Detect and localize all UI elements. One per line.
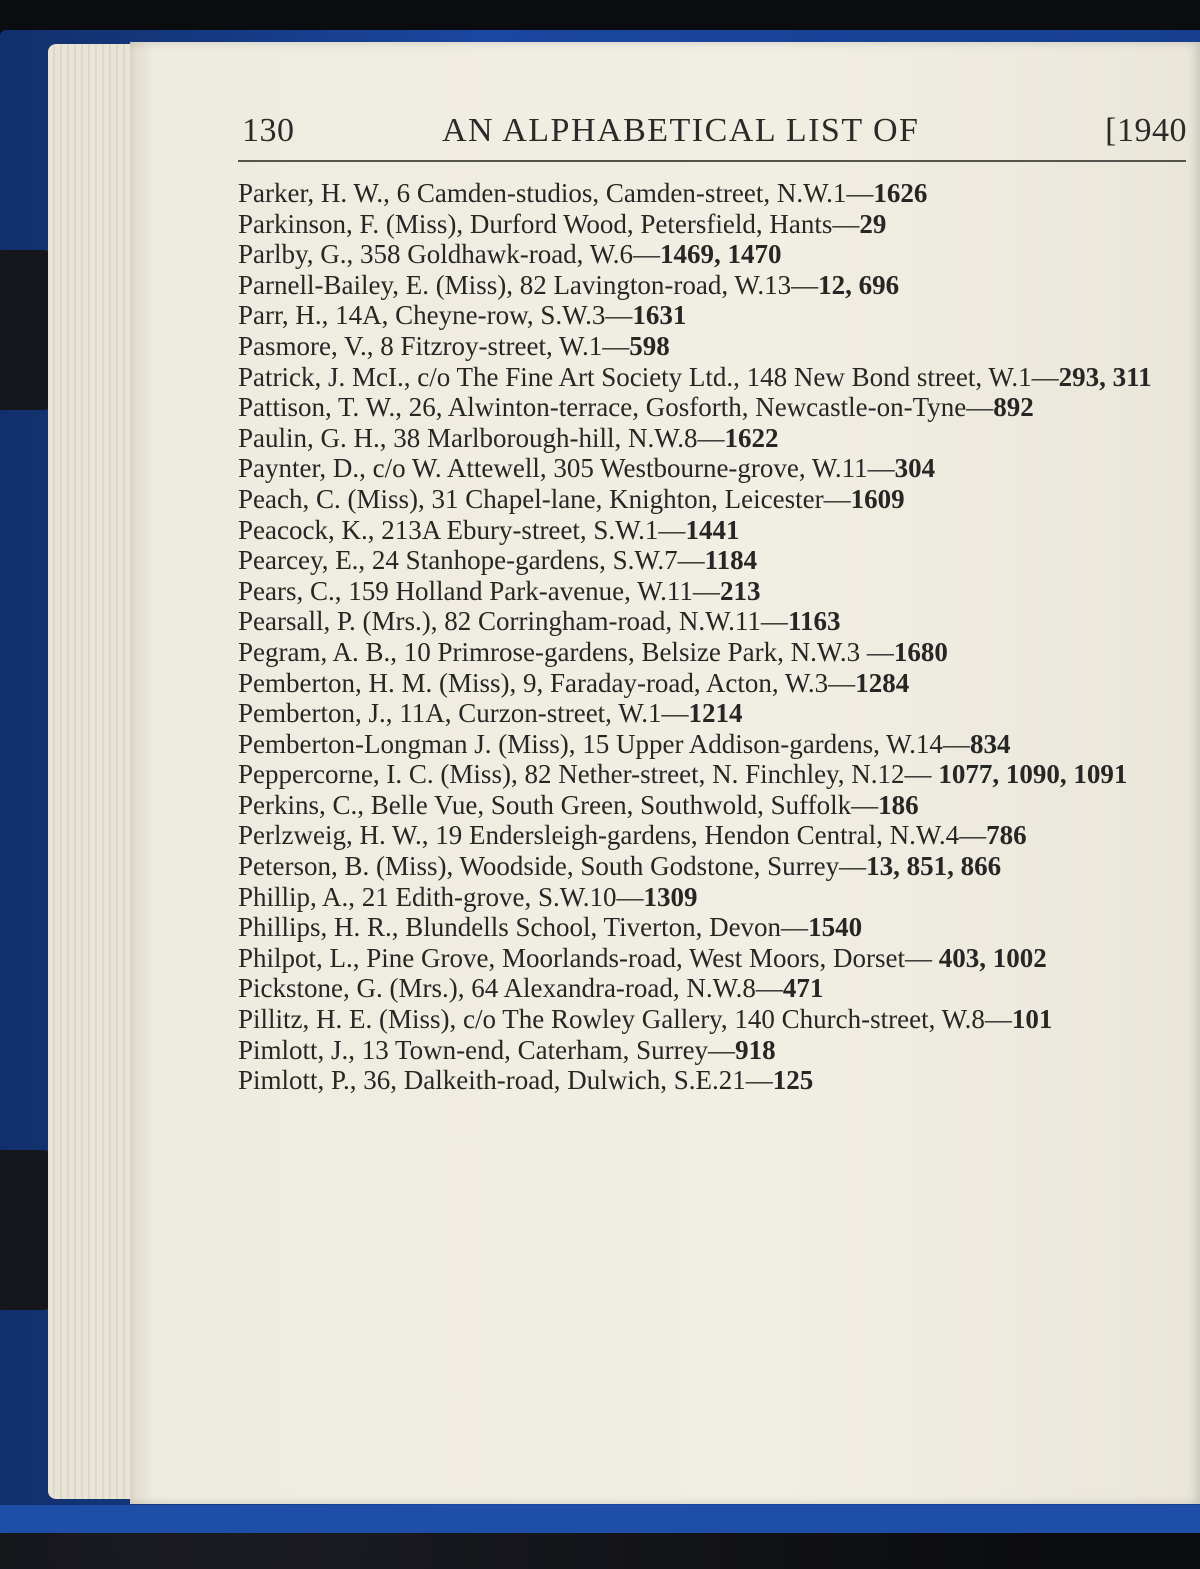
- entry-text: Pearsall, P. (Mrs.), 82 Corringham-road, N.W.11—: [238, 606, 788, 637]
- entry-text: Parnell-Bailey, E. (Miss), 82 Lavington-road, W.13—: [238, 269, 819, 300]
- list-item: [238, 882, 1178, 913]
- entry-numbers: 186: [878, 789, 919, 820]
- list-item: [238, 851, 1178, 882]
- list-item: [238, 637, 1178, 668]
- entry-numbers: 1609: [850, 483, 905, 514]
- list-item: [238, 576, 1178, 607]
- entry-text: Peterson, B. (Miss), Woodside, South Godstone, Surrey—: [238, 851, 867, 882]
- entry-numbers: 1626: [873, 178, 928, 208]
- list-item: [238, 668, 1178, 699]
- entry-numbers: 1469, 1470: [659, 239, 782, 270]
- entry-numbers: 471: [782, 973, 824, 1004]
- entry-text: Pimlott, P., 36, Dalkeith-road, Dulwich, S.E.21—: [238, 1065, 773, 1096]
- entry-text: Parr, H., 14A, Cheyne-row, S.W.3—: [238, 300, 633, 331]
- entry-text: Philpot, L., Pine Grove, Moorlands-road, West Moors, Dorset—: [238, 942, 939, 973]
- list-item: [238, 178, 1178, 209]
- header-rule: [238, 160, 1186, 162]
- entry-numbers: 1631: [632, 300, 687, 331]
- entry-numbers: 598: [629, 330, 670, 361]
- entry-text: Patrick, J. McI., c/o The Fine Art Society Ltd., 148 New Bond street, W.1—: [238, 361, 1059, 392]
- entry-numbers: 125: [772, 1065, 814, 1096]
- list-item: [238, 515, 1178, 546]
- entry-numbers: 834: [969, 728, 1011, 759]
- entry-text: Pattison, T. W., 26, Alwinton-terrace, Gosforth, Newcastle-on-Tyne—: [238, 392, 994, 423]
- entry-text: Pillitz, H. E. (Miss), c/o The Rowley Gallery, 140 Church-street, W.8—: [238, 1004, 1012, 1035]
- entry-text: Parker, H. W., 6 Camden-studios, Camden-street, N.W.1—: [238, 178, 874, 208]
- page-number: 130: [242, 112, 295, 149]
- entry-text: Pickstone, G. (Mrs.), 64 Alexandra-road, N.W.8—: [238, 973, 783, 1004]
- entry-numbers: 786: [986, 820, 1027, 851]
- entry-numbers: 29: [859, 208, 887, 239]
- list-item: [238, 698, 1178, 729]
- list-item: [238, 1004, 1178, 1035]
- list-item: [238, 973, 1178, 1004]
- entry-numbers: 1309: [643, 881, 698, 912]
- entry-text: Paynter, D., c/o W. Attewell, 305 Westbourne-grove, W.11—: [238, 453, 895, 484]
- entry-text: Pearcey, E., 24 Stanhope-gardens, S.W.7—: [238, 545, 705, 576]
- entry-text: Perkins, C., Belle Vue, South Green, Southwold, Suffolk—: [238, 789, 879, 820]
- list-item: [238, 423, 1178, 454]
- book-cover-bottom-edge: [0, 1505, 1200, 1533]
- entry-numbers: 213: [719, 575, 761, 606]
- list-item: [238, 392, 1178, 423]
- entry-text: Paulin, G. H., 38 Marlborough-hill, N.W.8—: [238, 422, 725, 453]
- list-item: [238, 1065, 1178, 1096]
- list-item: [238, 912, 1178, 943]
- running-year: [1940: [1105, 112, 1187, 149]
- list-item: [238, 362, 1178, 393]
- list-item: [238, 331, 1178, 362]
- list-item: [238, 790, 1178, 821]
- cover-clasp-upper: [0, 250, 50, 410]
- entry-text: Pimlott, J., 13 Town-end, Caterham, Surrey—: [238, 1034, 736, 1065]
- entry-text: Peach, C. (Miss), 31 Chapel-lane, Knighton, Leicester—: [238, 483, 851, 514]
- entry-text: Phillips, H. R., Blundells School, Tiverton, Devon—: [238, 912, 809, 943]
- entry-text: Pasmore, V., 8 Fitzroy-street, W.1—: [238, 330, 630, 361]
- entry-numbers: 1163: [787, 606, 841, 637]
- entry-numbers: 892: [993, 392, 1034, 423]
- entry-numbers: 1077, 1090, 1091: [938, 759, 1128, 790]
- entry-numbers: 304: [894, 453, 936, 484]
- entry-numbers: 101: [1011, 1004, 1053, 1035]
- entry-text: Parkinson, F. (Miss), Durford Wood, Petersfield, Hants—: [238, 208, 860, 239]
- entry-text: Pemberton, H. M. (Miss), 9, Faraday-road, Acton, W.3—: [238, 667, 856, 698]
- list-item: [238, 300, 1178, 331]
- entry-text: Pemberton, J., 11A, Curzon-street, W.1—: [238, 698, 689, 729]
- list-item: [238, 606, 1178, 637]
- entry-numbers: 1214: [688, 698, 743, 729]
- entry-text: Parlby, G., 358 Goldhawk-road, W.6—: [238, 239, 660, 270]
- entry-numbers: 1284: [855, 667, 910, 698]
- list-item: [238, 270, 1178, 301]
- list-item: [238, 239, 1178, 270]
- running-head: [242, 108, 1187, 156]
- entry-numbers: 918: [735, 1034, 776, 1065]
- entry-text: Peppercorne, I. C. (Miss), 82 Nether-street, N. Finchley, N.12—: [238, 759, 939, 790]
- entry-text: Peacock, K., 213A Ebury-street, S.W.1—: [238, 514, 686, 545]
- entry-numbers: 12, 696: [818, 269, 900, 300]
- entry-numbers: 1441: [685, 514, 740, 545]
- list-item: [238, 943, 1178, 974]
- list-item: [238, 1035, 1178, 1066]
- entry-numbers: 403, 1002: [938, 942, 1047, 973]
- list-item: [238, 759, 1178, 790]
- running-title: AN ALPHABETICAL LIST OF: [442, 112, 920, 149]
- entry-numbers: 293, 311: [1058, 361, 1152, 392]
- entry-numbers: 1622: [724, 422, 779, 453]
- list-item: [238, 453, 1178, 484]
- entry-numbers: 1680: [893, 636, 948, 667]
- entry-list: [238, 178, 1178, 1096]
- entry-text: Pears, C., 159 Holland Park-avenue, W.11—: [238, 575, 720, 606]
- entry-numbers: 13, 851, 866: [866, 851, 1002, 882]
- entry-numbers: 1184: [704, 545, 758, 576]
- list-item: [238, 209, 1178, 240]
- entry-text: Pemberton-Longman J. (Miss), 15 Upper Addison-gardens, W.14—: [238, 728, 970, 759]
- cover-clasp-lower: [0, 1150, 50, 1310]
- list-item: [238, 820, 1178, 851]
- entry-text: Phillip, A., 21 Edith-grove, S.W.10—: [238, 881, 644, 912]
- entry-numbers: 1540: [808, 912, 863, 943]
- entry-text: Pegram, A. B., 10 Primrose-gardens, Belsize Park, N.W.3 —: [238, 636, 894, 667]
- list-item: [238, 484, 1178, 515]
- list-item: [238, 729, 1178, 760]
- list-item: [238, 545, 1178, 576]
- entry-text: Perlzweig, H. W., 19 Endersleigh-gardens, Hendon Central, N.W.4—: [238, 820, 987, 851]
